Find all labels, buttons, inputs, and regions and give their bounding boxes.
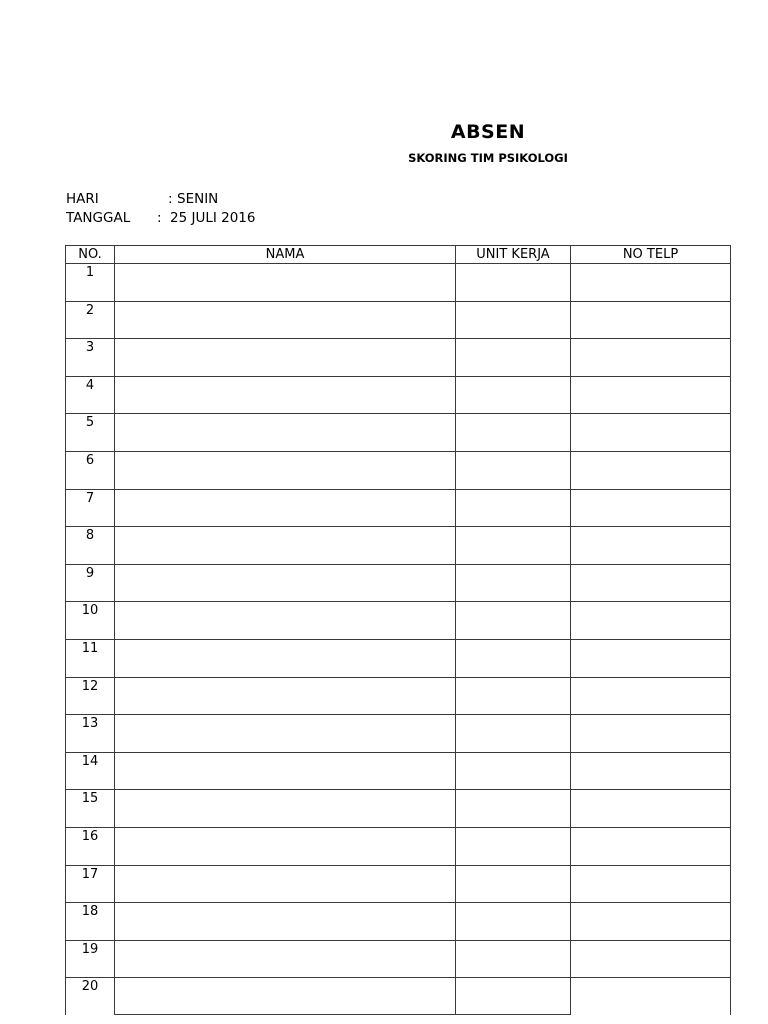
no-telp-cell[interactable]: [571, 339, 731, 377]
table-row: [66, 978, 731, 1015]
nama-cell[interactable]: [115, 865, 456, 903]
row-number: 20: [66, 978, 115, 1015]
document-subtitle: SKORING TIM PSIKOLOGI: [408, 151, 568, 165]
no-telp-cell[interactable]: [571, 451, 731, 489]
unit-kerja-cell[interactable]: [456, 564, 571, 602]
row-number: 9: [66, 564, 115, 602]
table-row: [66, 376, 731, 414]
no-telp-cell[interactable]: [571, 940, 731, 978]
nama-cell[interactable]: [115, 451, 456, 489]
no-telp-cell[interactable]: [571, 827, 731, 865]
unit-kerja-cell[interactable]: [456, 715, 571, 753]
unit-kerja-cell[interactable]: [456, 940, 571, 978]
table-row: [66, 790, 731, 828]
unit-kerja-cell[interactable]: [456, 865, 571, 903]
table-row: [66, 677, 731, 715]
unit-kerja-cell[interactable]: [456, 414, 571, 452]
tanggal-colon: :: [157, 210, 162, 226]
nama-cell[interactable]: [115, 715, 456, 753]
row-number: 6: [66, 451, 115, 489]
nama-cell[interactable]: [115, 339, 456, 377]
unit-kerja-cell[interactable]: [456, 451, 571, 489]
row-number: 10: [66, 602, 115, 640]
row-number: 18: [66, 903, 115, 941]
attendance-table: [65, 245, 731, 1015]
row-number: 5: [66, 414, 115, 452]
row-number: 8: [66, 527, 115, 565]
hari-label: HARI: [66, 191, 99, 207]
row-number: 17: [66, 865, 115, 903]
row-number: 16: [66, 827, 115, 865]
row-number: 4: [66, 376, 115, 414]
unit-kerja-cell[interactable]: [456, 301, 571, 339]
header-nama: NAMA: [115, 246, 456, 264]
unit-kerja-cell[interactable]: [456, 264, 571, 302]
row-number: 7: [66, 489, 115, 527]
row-number: 11: [66, 639, 115, 677]
table-row: [66, 752, 731, 790]
unit-kerja-cell[interactable]: [456, 339, 571, 377]
no-telp-cell[interactable]: [571, 564, 731, 602]
nama-cell[interactable]: [115, 903, 456, 941]
tanggal-value: 25 JULI 2016: [170, 210, 256, 226]
no-telp-cell[interactable]: [571, 790, 731, 828]
header-no: NO.: [66, 246, 115, 264]
unit-kerja-cell[interactable]: [456, 527, 571, 565]
nama-cell[interactable]: [115, 414, 456, 452]
no-telp-cell[interactable]: [571, 264, 731, 302]
table-row: [66, 940, 731, 978]
table-row: [66, 564, 731, 602]
table-row: [66, 301, 731, 339]
no-telp-cell[interactable]: [571, 978, 731, 1015]
nama-cell[interactable]: [115, 752, 456, 790]
header-unit-kerja: UNIT KERJA: [456, 246, 571, 264]
table-row: [66, 715, 731, 753]
nama-cell[interactable]: [115, 677, 456, 715]
row-number: 14: [66, 752, 115, 790]
no-telp-cell[interactable]: [571, 865, 731, 903]
no-telp-cell[interactable]: [571, 639, 731, 677]
no-telp-cell[interactable]: [571, 301, 731, 339]
no-telp-cell[interactable]: [571, 752, 731, 790]
hari-value: SENIN: [177, 191, 219, 207]
table-row: [66, 903, 731, 941]
table-body: [66, 264, 731, 1015]
nama-cell[interactable]: [115, 564, 456, 602]
row-number: 3: [66, 339, 115, 377]
tanggal-label: TANGGAL: [66, 210, 131, 226]
row-number: 19: [66, 940, 115, 978]
table-row: [66, 865, 731, 903]
table-header-row: [66, 246, 731, 264]
table-row: [66, 264, 731, 302]
nama-cell[interactable]: [115, 527, 456, 565]
row-number: 2: [66, 301, 115, 339]
unit-kerja-cell[interactable]: [456, 978, 571, 1015]
table-row: [66, 451, 731, 489]
nama-cell[interactable]: [115, 639, 456, 677]
unit-kerja-cell[interactable]: [456, 752, 571, 790]
no-telp-cell[interactable]: [571, 677, 731, 715]
table-row: [66, 414, 731, 452]
nama-cell[interactable]: [115, 376, 456, 414]
no-telp-cell[interactable]: [571, 414, 731, 452]
unit-kerja-cell[interactable]: [456, 677, 571, 715]
no-telp-cell[interactable]: [571, 489, 731, 527]
no-telp-cell[interactable]: [571, 527, 731, 565]
unit-kerja-cell[interactable]: [456, 827, 571, 865]
hari-colon: :: [168, 191, 173, 207]
nama-cell[interactable]: [115, 602, 456, 640]
no-telp-cell[interactable]: [571, 602, 731, 640]
nama-cell[interactable]: [115, 978, 456, 1015]
header-no-telp: NO TELP: [571, 246, 731, 264]
unit-kerja-cell[interactable]: [456, 376, 571, 414]
no-telp-cell[interactable]: [571, 715, 731, 753]
unit-kerja-cell[interactable]: [456, 489, 571, 527]
no-telp-cell[interactable]: [571, 903, 731, 941]
nama-cell[interactable]: [115, 790, 456, 828]
row-number: 1: [66, 264, 115, 302]
table-row: [66, 827, 731, 865]
unit-kerja-cell[interactable]: [456, 790, 571, 828]
document-title: ABSEN: [450, 121, 526, 143]
unit-kerja-cell[interactable]: [456, 602, 571, 640]
table-row: [66, 602, 731, 640]
nama-cell[interactable]: [115, 940, 456, 978]
row-number: 12: [66, 677, 115, 715]
nama-cell[interactable]: [115, 489, 456, 527]
table-row: [66, 339, 731, 377]
nama-cell[interactable]: [115, 827, 456, 865]
unit-kerja-cell[interactable]: [456, 903, 571, 941]
table-row: [66, 527, 731, 565]
row-number: 13: [66, 715, 115, 753]
table-row: [66, 489, 731, 527]
no-telp-cell[interactable]: [571, 376, 731, 414]
table-row: [66, 639, 731, 677]
nama-cell[interactable]: [115, 264, 456, 302]
unit-kerja-cell[interactable]: [456, 639, 571, 677]
nama-cell[interactable]: [115, 301, 456, 339]
row-number: 15: [66, 790, 115, 828]
